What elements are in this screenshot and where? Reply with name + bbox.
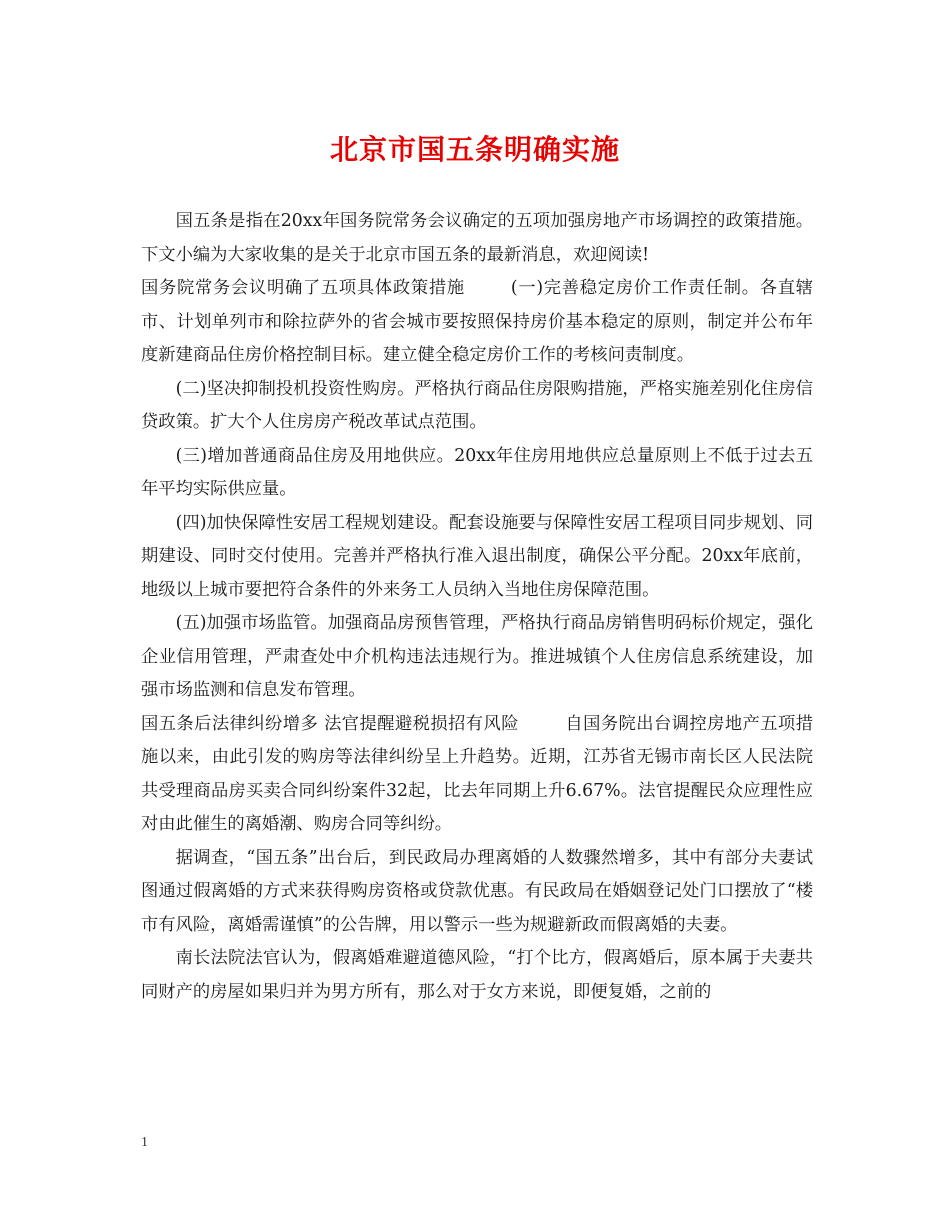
section-1-heading: 国务院常务会议明确了五项具体政策措施 <box>141 278 465 298</box>
section-2-heading: 国五条后法律纠纷增多 法官提醒避税损招有风险 <box>141 713 519 734</box>
measure-paragraph-3: (三)增加普通商品住房及用地供应。20xx年住房用地供应总量原则上不低于过去五年平均实际供应量。 <box>141 445 813 499</box>
document-title: 北京市国五条明确实施 <box>329 133 620 166</box>
section-1-paragraph <box>141 272 813 373</box>
judge-opinion-paragraph: 南长法院法官认为，假离婚难避道德风险，“打个比方，假离婚后，原本属于夫妻共同财产的房屋如果归并为男方所有，那么对于女方来说，即便复婚，之前的 <box>141 948 813 1002</box>
intro-paragraph: 国五条是指在20xx年国务院常务会议确定的五项加强房地产市场调控的政策措施。下文小编为大家收集的是关于北京市国五条的最新消息，欢迎阅读! <box>141 211 813 265</box>
section-1-text: (一)完善稳定房价工作责任制。各直辖市、计划单列市和除拉萨外的省会城市要按照保持房价基本稳定的原则，制定并公布年度新建商品住房价格控制目标。建立健全稳定房价工作的考核问责制度。 <box>141 278 813 365</box>
investigation-paragraph: 据调查，“国五条”出台后，到民政局办理离婚的人数骤然增多，其中有部分夫妻试图通过假离婚的方式来获得购房资格或贷款优惠。有民政局在婚姻登记处门口摆放了“楼市有风险，离婚需谨慎”的公告牌，用以警示一些为规避新政而假离婚的夫妻。 <box>141 847 813 935</box>
section-2-paragraph <box>141 708 813 842</box>
measure-paragraph-5: (五)加强市场监管。加强商品房预售管理，严格执行商品房销售明码标价规定，强化企业信用管理，严肃查处中介机构违法违规行为。推进城镇个人住房信息系统建设，加强市场监测和信息发布管理。 <box>141 613 813 700</box>
section-2-text: 自国务院出台调控房地产五项措施以来，由此引发的购房等法律纠纷呈上升趋势。近期，江苏省无锡市南长区人民法院共受理商品房买卖合同纠纷案件32起，比去年同期上升6.67%。法官提醒民众应理性应对由此催生的离婚潮、购房合同等纠纷。 <box>141 713 813 834</box>
page-number: 1 <box>141 1135 148 1150</box>
measure-paragraph-4: (四)加快保障性安居工程规划建设。配套设施要与保障性安居工程项目同步规划、同期建设、同时交付使用。完善并严格执行准入退出制度，确保公平分配。20xx年底前，地级以上城市要把符合条件的外来务工人员纳入当地住房保障范围。 <box>141 512 813 600</box>
measure-paragraph-2: (二)坚决抑制投机投资性购房。严格执行商品住房限购措施，严格实施差别化住房信贷政策。扩大个人住房房产税改革试点范围。 <box>141 378 813 432</box>
document-body <box>141 205 813 1009</box>
